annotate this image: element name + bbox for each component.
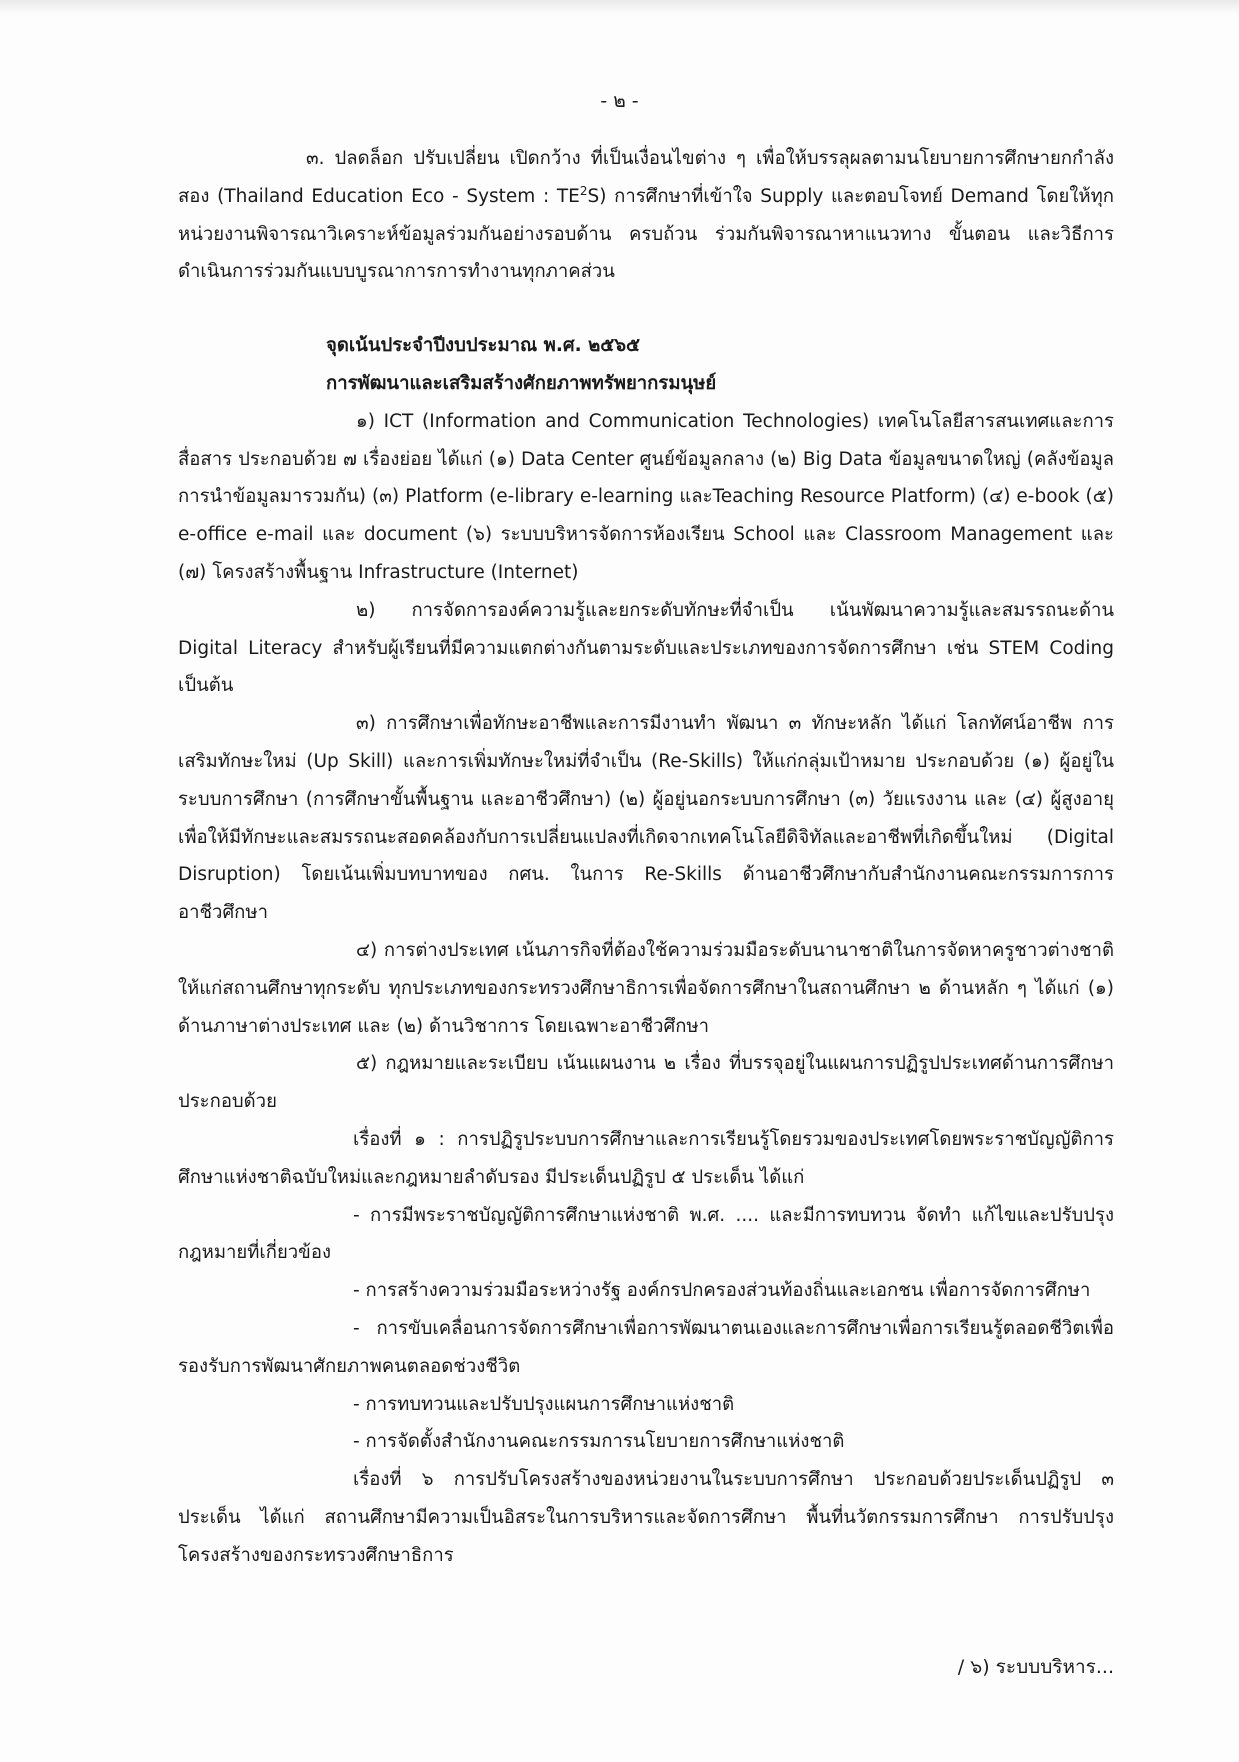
section-heading-fiscal-year: จุดเน้นประจำปีงบประมาณ พ.ศ. ๒๕๖๕ (326, 335, 641, 357)
bullet-item: - การทบทวนและปรับปรุงแผนการศึกษาแห่งชาติ (353, 1393, 735, 1415)
page-number: - ๒ - (600, 90, 639, 112)
bullet-item: - การมีพระราชบัญญัติการศึกษาแห่งชาติ พ.ศ. .... และมีการทบทวน จัดทำ แก้ไขและปรับปรุงกฎหมายที่เกี่ยวข้อง (178, 1204, 1114, 1264)
paragraph-3 (178, 140, 1114, 291)
topic-6: เรื่องที่ ๖ การปรับโครงสร้างของหน่วยงานในระบบการศึกษา ประกอบด้วยประเด็นปฏิรูป ๓ ประเด็น ได้แก่ สถานศึกษามีความเป็นอิสระในการบริหารและจัดการศึกษา พื้นที่นวัตกรรมการศึกษา การปรับปรุงโครงสร้างของกระทรวงศึกษาธิการ (178, 1469, 1114, 1566)
item-3-vocational: ๓) การศึกษาเพื่อทักษะอาชีพและการมีงานทำ พัฒนา ๓ ทักษะหลัก ได้แก่ โลกทัศน์อาชีพ การเสริมทักษะใหม่ (Up Skill) และการเพิ่มทักษะใหม่ที่จำเป็น (Re-Skills) ให้แก่กลุ่มเป้าหมาย ประกอบด้วย (๑) ผู้อยู่ในระบบการศึกษา (การศึกษาขั้นพื้นฐาน และอาชีวศึกษา) (๒) ผู้อยู่นอกระบบการศึกษา (๓) วัยแรงงาน และ (๔) ผู้สูงอายุ เพื่อให้มีทักษะและสมรรถนะสอดคล้องกับการเปลี่ยนแปลงที่เกิดจากเทคโนโลยีดิจิทัลและอาชีพที่เกิดขึ้นใหม่ (Digital Disruption) โดยเน้นเพิ่มบทบาทของ กศน. ในการ Re-Skills ด้านอาชีวศึกษากับสำนักงานคณะกรรมการการอาชีวศึกษา (178, 713, 1114, 924)
topic-1: เรื่องที่ ๑ : การปฏิรูประบบการศึกษาและการเรียนรู้โดยรวมของประเทศโดยพระราชบัญญัติการศึกษาแห่งชาติฉบับใหม่และกฎหมายลำดับรอง มีประเด็นปฏิรูป ๕ ประเด็น ได้แก่ (178, 1128, 1114, 1188)
scan-edge (0, 0, 1239, 14)
item-4-foreign-affairs: ๔) การต่างประเทศ เน้นภารกิจที่ต้องใช้ความร่วมมือระดับนานาชาติในการจัดหาครูชาวต่างชาติให้แก่สถานศึกษาทุกระดับ ทุกประเภทของกระทรวงศึกษาธิการเพื่อจัดการศึกษาในสถานศึกษา ๒ ด้านหลัก ๆ ได้แก่ (๑) ด้านภาษาต่างประเทศ และ (๒) ด้านวิชาการ โดยเฉพาะอาชีวศึกษา (178, 939, 1114, 1037)
superscript: 2 (579, 183, 588, 198)
document-body (178, 140, 1114, 1574)
section-heading-human-resources: การพัฒนาและเสริมสร้างศักยภาพทรัพยากรมนุษย์ (326, 372, 717, 394)
bullet-item: - การสร้างความร่วมมือระหว่างรัฐ องค์กรปกครองส่วนท้องถิ่นและเอกชน เพื่อการจัดการศึกษา (353, 1280, 1091, 1302)
bullet-item: - การขับเคลื่อนการจัดการศึกษาเพื่อการพัฒนาตนเองและการศึกษาเพื่อการเรียนรู้ตลอดชีวิตเพื่อรองรับการพัฒนาศักยภาพคนตลอดช่วงชีวิต (178, 1317, 1114, 1377)
item-5-law: ๕) กฎหมายและระเบียบ เน้นแผนงาน ๒ เรื่อง ที่บรรจุอยู่ในแผนการปฏิรูปประเทศด้านการศึกษา ประกอบด้วย (178, 1053, 1114, 1113)
paragraph-3-text-a: ๓. ปลดล็อก ปรับเปลี่ยน เปิดกว้าง ที่เป็นเงื่อนไขต่าง ๆ เพื่อให้บรรลุผลตามนโยบายการศึกษายกกำลังสอง (Thailand Education Eco - System : TE (178, 148, 1114, 207)
item-2-knowledge: ๒) การจัดการองค์ความรู้และยกระดับทักษะที่จำเป็น เน้นพัฒนาความรู้และสมรรถนะด้าน Digital Literacy สำหรับผู้เรียนที่มีความแตกต่างกันตามระดับและประเภทของการจัดการศึกษา เช่น STEM Coding เป็นต้น (178, 599, 1114, 697)
paragraph-3-text-b: S) การศึกษาที่เข้าใจ Supply และตอบโจทย์ Demand โดยให้ทุกหน่วยงานพิจารณาวิเคราะห์ข้อมูลร่วมกันอย่างรอบด้าน ครบถ้วน ร่วมกันพิจารณาหาแนวทาง ขั้นตอน และวิธีการดำเนินการร่วมกันแบบบูรณาการการทำงานทุกภาคส่วน (178, 185, 1114, 283)
bullet-item: - การจัดตั้งสำนักงานคณะกรรมการนโยบายการศึกษาแห่งชาติ (353, 1431, 845, 1453)
continuation-footer: / ๖) ระบบบริหาร... (957, 1656, 1114, 1678)
item-1-ict: ๑) ICT (Information and Communication Technologies) เทคโนโลยีสารสนเทศและการสื่อสาร ประกอบด้วย ๗ เรื่องย่อย ได้แก่ (๑) Data Center ศูนย์ข้อมูลกลาง (๒) Big Data ข้อมูลขนาดใหญ่ (คลังข้อมูล การนำข้อมูลมารวมกัน) (๓) Platform (e-library e-learning และTeaching Resource Platform) (๔) e-book (๕) e-office e-mail และ document (๖) ระบบบริหารจัดการห้องเรียน School และ Classroom Management และ (๗) โครงสร้างพื้นฐาน Infrastructure (Internet) (178, 410, 1114, 583)
spacer (178, 291, 1114, 327)
